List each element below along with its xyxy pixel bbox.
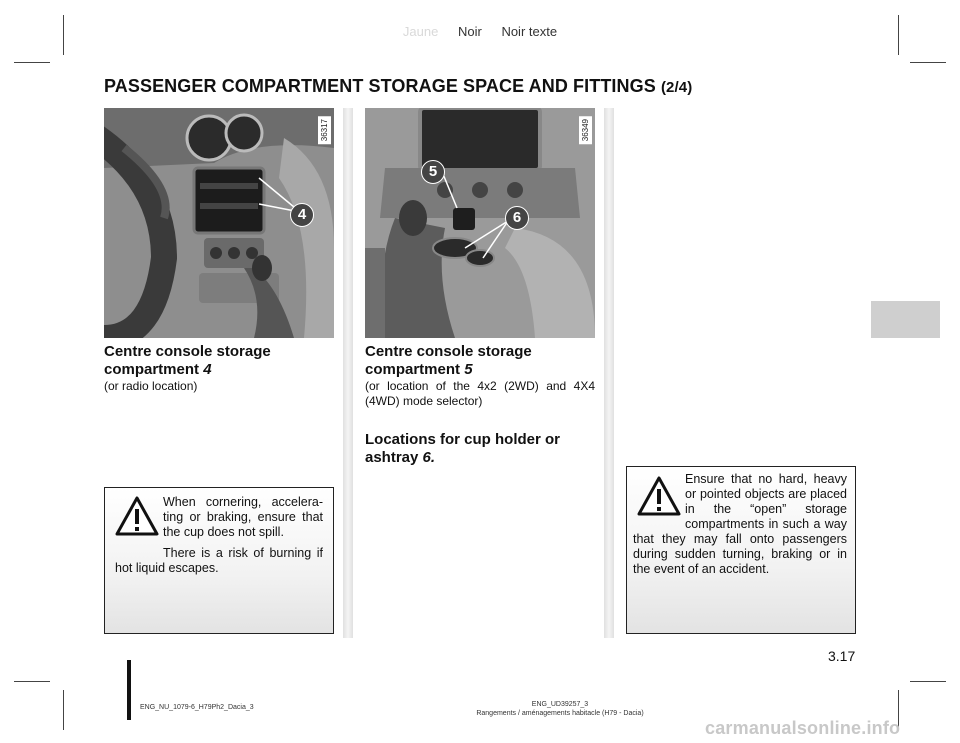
- page-title-text: PASSENGER COMPARTMENT STORAGE SPACE AND FITTINGS: [104, 76, 656, 96]
- chapter-tab: [871, 301, 940, 338]
- column-separator: [343, 108, 353, 638]
- heading-number: 4: [203, 361, 212, 378]
- heading-text: Locations for cup holder or ashtray: [365, 431, 561, 466]
- icon-float-spacer: [633, 472, 685, 530]
- warning-box-hot-liquid: [104, 487, 334, 634]
- crop-mark: [63, 690, 64, 730]
- warning-text: [633, 472, 847, 577]
- footer-mid: [440, 700, 680, 718]
- crop-mark: [910, 681, 946, 682]
- page-title-part: (2/4): [660, 79, 693, 96]
- section-subtext: (or radio location): [104, 379, 198, 393]
- callout-6: 6: [505, 206, 529, 230]
- footer-left: ENG_NU_1079-6_H79Ph2_Dacia_3: [140, 704, 254, 711]
- warning-text-body: Ensure that no hard, heavy or pointed objects are placed in the “open” storage compartments in such a way that they may fall onto passengers during sudden turning, braking or in the event of an accident.: [633, 472, 847, 576]
- photo-centre-console-4: [104, 108, 334, 338]
- photo-id-label: 36317: [318, 116, 331, 144]
- page-number: 3.17: [828, 648, 856, 664]
- warning-box-storage: [626, 466, 856, 634]
- crop-mark: [14, 62, 50, 63]
- color-registration-bar: [0, 24, 960, 39]
- section-heading-cup-holder: [365, 431, 595, 467]
- section-centre-console-5: [365, 343, 595, 467]
- warning-text-2: There is a risk of burning if hot liquid escapes.: [115, 546, 323, 575]
- color-jaune-label: Jaune: [402, 24, 439, 39]
- heading-text: Centre console storage compartment: [365, 343, 532, 378]
- bottom-bar: [127, 660, 131, 720]
- heading-number: 5: [464, 361, 473, 378]
- callout-4: 4: [290, 203, 314, 227]
- heading-text: Centre console storage compartment: [104, 343, 271, 378]
- callout-5: 5: [421, 160, 445, 184]
- warning-text-1: When cornering, accelerating or braking, ensure that the cup does not spill.: [163, 495, 323, 539]
- section-heading: [365, 343, 595, 379]
- page-title: [104, 76, 692, 97]
- section-centre-console-4: [104, 343, 334, 394]
- crop-mark: [14, 681, 50, 682]
- footer-mid-line1: ENG_UD39257_3: [531, 701, 589, 708]
- color-noir-texte-label: Noir texte: [501, 24, 558, 39]
- photo-centre-console-5-6: [365, 108, 595, 338]
- section-subtext: (or location of the 4x2 (2WD) and 4X4 (4WD) mode selector): [365, 379, 595, 408]
- heading-number: 6.: [422, 449, 436, 466]
- watermark: carmanualsonline.info: [705, 718, 901, 738]
- column-separator: [604, 108, 614, 638]
- color-noir-label: Noir: [457, 24, 482, 39]
- crop-mark: [910, 62, 946, 63]
- section-heading: [104, 343, 334, 379]
- photo-id-label: 36349: [579, 116, 592, 144]
- footer-mid-line2: Rangements / aménagements habitacle (H79 - Dacia): [476, 710, 644, 717]
